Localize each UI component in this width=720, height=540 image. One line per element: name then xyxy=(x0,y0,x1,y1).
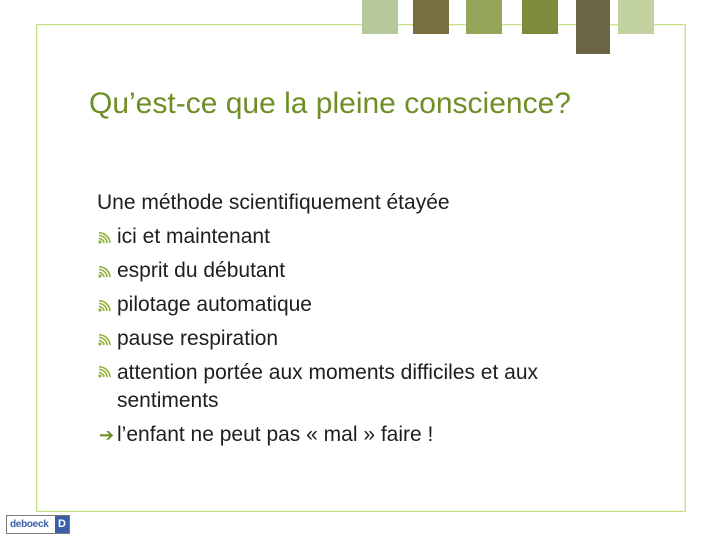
bullet-list xyxy=(97,220,637,452)
list-item xyxy=(97,356,637,418)
wifi-bullet-icon xyxy=(97,266,115,278)
logo-mark: D xyxy=(55,516,69,533)
wifi-bullet-icon xyxy=(97,232,115,244)
logo-text: deboeck xyxy=(10,519,49,530)
decor-square xyxy=(576,0,610,54)
bullet-text: esprit du débutant xyxy=(117,259,286,282)
slide-title: Qu’est-ce que la pleine conscience? xyxy=(89,87,571,120)
wifi-bullet-icon xyxy=(97,366,115,378)
arrow-right-icon: ➔ xyxy=(99,425,115,445)
decor-square xyxy=(522,0,558,34)
slide-content xyxy=(97,186,637,452)
bullet-text: pause respiration xyxy=(117,327,279,350)
wifi-bullet-icon xyxy=(97,334,115,346)
lead-text: Une méthode scientifiquement étayée xyxy=(97,191,450,214)
publisher-logo xyxy=(6,515,70,534)
list-item xyxy=(97,254,637,288)
bullet-text: pilotage automatique xyxy=(117,293,312,316)
list-item xyxy=(97,288,637,322)
decor-square xyxy=(466,0,502,34)
list-item xyxy=(97,322,637,356)
bullet-text: ici et maintenant xyxy=(117,225,270,248)
bullet-text: attention portée aux moments difficiles et aux sentiments xyxy=(117,361,539,412)
list-item xyxy=(97,220,637,254)
wifi-bullet-icon xyxy=(97,300,115,312)
decor-square xyxy=(362,0,398,34)
conclusion-text: l’enfant ne peut pas « mal » faire ! xyxy=(117,423,434,446)
decor-square xyxy=(618,0,654,34)
decor-square xyxy=(413,0,449,34)
list-item xyxy=(97,418,637,452)
